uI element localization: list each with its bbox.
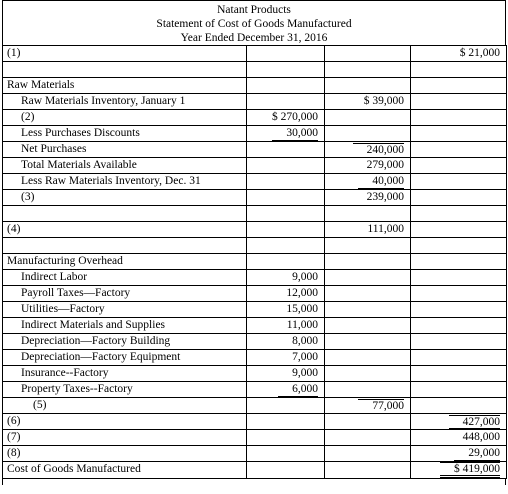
- amount-cell-c1: [247, 254, 325, 270]
- amount-cell-c3: [411, 222, 507, 238]
- amount-cell-c2: [325, 126, 411, 142]
- cropped-bottom-edge: [2, 479, 506, 485]
- amount-cell-c3: [411, 110, 507, 126]
- amount-cell-c3: [411, 462, 507, 479]
- amount-cell-c2: [325, 78, 411, 94]
- amount-cell-c2: [325, 446, 411, 462]
- row-label: Total Materials Available: [3, 158, 247, 174]
- row-label: (7): [3, 430, 247, 446]
- statement-row: [3, 446, 507, 462]
- statement-header: [2, 0, 506, 45]
- amount-cell-c3: [411, 126, 507, 142]
- amount-cell-c3: [411, 254, 507, 270]
- statement-row: [3, 174, 507, 190]
- amount-cell-c3: [411, 350, 507, 366]
- row-label: (1): [3, 46, 247, 62]
- amount-cell-c3: [411, 190, 507, 206]
- row-label: Property Taxes--Factory: [3, 382, 247, 398]
- row-label: Payroll Taxes—Factory: [3, 286, 247, 302]
- amount-cell-c1: [247, 206, 325, 222]
- amount-cell-c2: [325, 334, 411, 350]
- statement-row: [3, 46, 507, 62]
- statement-row: [3, 270, 507, 286]
- amount-cell-c2: [325, 286, 411, 302]
- statement-row: [3, 142, 507, 158]
- row-label: Raw Materials: [3, 78, 247, 94]
- amount-cell-c2: [325, 46, 411, 62]
- amount-cell-c3: 448,000: [411, 430, 507, 446]
- amount-cell-c2: 279,000: [325, 158, 411, 174]
- amount-cell-c1: 12,000: [247, 286, 325, 302]
- statement-row: [3, 110, 507, 126]
- amount-cell-c2: [325, 254, 411, 270]
- cost-of-goods-manufactured-statement: [2, 0, 506, 485]
- row-label: Less Raw Materials Inventory, Dec. 31: [3, 174, 247, 190]
- row-label: Manufacturing Overhead: [3, 254, 247, 270]
- amount-cell-c2: [325, 62, 411, 78]
- statement-row: [3, 382, 507, 398]
- amount-cell-c3: [411, 94, 507, 110]
- statement-row: [3, 462, 507, 479]
- row-label: Less Purchases Discounts: [3, 126, 247, 142]
- row-label: (3): [3, 190, 247, 206]
- amount-cell-c3: $ 21,000: [411, 46, 507, 62]
- row-label: Raw Materials Inventory, January 1: [3, 94, 247, 110]
- amount-cell-c3: [411, 414, 507, 430]
- amount-cell-c2: [325, 318, 411, 334]
- amount-cell-c1: [247, 78, 325, 94]
- statement-table: [2, 45, 507, 479]
- amount-cell-c3: [411, 318, 507, 334]
- statement-row: [3, 94, 507, 110]
- row-label: Insurance--Factory: [3, 366, 247, 382]
- row-label: Cost of Goods Manufactured: [3, 462, 247, 479]
- row-label: Depreciation—Factory Equipment: [3, 350, 247, 366]
- amount-value: $ 419,000: [440, 462, 500, 478]
- statement-title: Statement of Cost of Goods Manufactured: [156, 18, 352, 30]
- amount-cell-c1: [247, 126, 325, 142]
- amount-cell-c1: [247, 174, 325, 190]
- amount-cell-c1: [247, 238, 325, 254]
- amount-cell-c3: [411, 238, 507, 254]
- amount-cell-c1: [247, 94, 325, 110]
- amount-cell-c2: [325, 206, 411, 222]
- statement-row: [3, 158, 507, 174]
- amount-value: 240,000: [353, 143, 404, 157]
- amount-cell-c1: [247, 398, 325, 414]
- row-label: Net Purchases: [3, 142, 247, 158]
- amount-cell-c2: [325, 398, 411, 414]
- statement-row: [3, 398, 507, 414]
- amount-cell-c1: [247, 142, 325, 158]
- row-label: [3, 238, 247, 254]
- statement-period: Year Ended December 31, 2016: [180, 32, 328, 44]
- statement-row: [3, 190, 507, 206]
- amount-cell-c1: [247, 158, 325, 174]
- statement-row: [3, 366, 507, 382]
- amount-value: 40,000: [358, 175, 404, 189]
- amount-cell-c1: 8,000: [247, 334, 325, 350]
- amount-cell-c3: [411, 174, 507, 190]
- amount-cell-c2: [325, 366, 411, 382]
- statement-row: [3, 222, 507, 238]
- row-label: (6): [3, 414, 247, 430]
- row-label: (2): [3, 110, 247, 126]
- row-label: (5): [3, 398, 247, 414]
- amount-cell-c2: [325, 110, 411, 126]
- amount-cell-c3: [411, 382, 507, 398]
- amount-cell-c2: [325, 238, 411, 254]
- amount-cell-c2: [325, 270, 411, 286]
- row-label: (4): [3, 222, 247, 238]
- row-label: Indirect Labor: [3, 270, 247, 286]
- company-name: Natant Products: [217, 4, 291, 16]
- amount-cell-c2: 239,000: [325, 190, 411, 206]
- amount-cell-c1: [247, 46, 325, 62]
- amount-cell-c2: [325, 350, 411, 366]
- statement-row: [3, 302, 507, 318]
- statement-row: [3, 334, 507, 350]
- amount-cell-c3: [411, 206, 507, 222]
- statement-row: [3, 414, 507, 430]
- statement-row: [3, 62, 507, 78]
- row-label: Utilities—Factory: [3, 302, 247, 318]
- amount-cell-c3: [411, 62, 507, 78]
- amount-cell-c1: [247, 446, 325, 462]
- amount-cell-c1: [247, 190, 325, 206]
- amount-cell-c1: [247, 62, 325, 78]
- amount-cell-c1: $ 270,000: [247, 110, 325, 126]
- statement-row: [3, 318, 507, 334]
- amount-value: 427,000: [449, 415, 500, 429]
- amount-cell-c2: [325, 382, 411, 398]
- amount-cell-c3: [411, 366, 507, 382]
- amount-cell-c3: [411, 446, 507, 462]
- statement-row: [3, 78, 507, 94]
- amount-cell-c2: [325, 174, 411, 190]
- amount-cell-c3: [411, 302, 507, 318]
- amount-cell-c3: [411, 334, 507, 350]
- amount-cell-c2: [325, 414, 411, 430]
- amount-cell-c1: 9,000: [247, 366, 325, 382]
- amount-cell-c1: [247, 382, 325, 398]
- amount-value: 77,000: [358, 399, 404, 413]
- amount-cell-c1: 7,000: [247, 350, 325, 366]
- row-label: [3, 62, 247, 78]
- amount-cell-c3: [411, 286, 507, 302]
- amount-cell-c2: 111,000: [325, 222, 411, 238]
- statement-row: [3, 254, 507, 270]
- amount-cell-c1: 11,000: [247, 318, 325, 334]
- statement-row: [3, 206, 507, 222]
- amount-cell-c1: [247, 222, 325, 238]
- amount-cell-c1: 15,000: [247, 302, 325, 318]
- statement-row: [3, 286, 507, 302]
- amount-cell-c3: [411, 158, 507, 174]
- amount-cell-c3: [411, 398, 507, 414]
- amount-value: 30,000: [272, 127, 318, 141]
- statement-row: [3, 430, 507, 446]
- amount-cell-c1: [247, 462, 325, 479]
- amount-cell-c1: 9,000: [247, 270, 325, 286]
- amount-cell-c2: [325, 302, 411, 318]
- row-label: (8): [3, 446, 247, 462]
- row-label: Indirect Materials and Supplies: [3, 318, 247, 334]
- amount-cell-c2: [325, 462, 411, 479]
- amount-cell-c2: $ 39,000: [325, 94, 411, 110]
- amount-value: 6,000: [278, 383, 318, 397]
- statement-row: [3, 238, 507, 254]
- statement-row: [3, 126, 507, 142]
- row-label: Depreciation—Factory Building: [3, 334, 247, 350]
- amount-cell-c3: [411, 78, 507, 94]
- statement-row: [3, 350, 507, 366]
- amount-cell-c1: [247, 430, 325, 446]
- row-label: [3, 206, 247, 222]
- amount-value: 29,000: [454, 447, 500, 461]
- amount-cell-c3: [411, 142, 507, 158]
- amount-cell-c2: [325, 430, 411, 446]
- amount-cell-c1: [247, 414, 325, 430]
- amount-cell-c3: [411, 270, 507, 286]
- amount-cell-c2: [325, 142, 411, 158]
